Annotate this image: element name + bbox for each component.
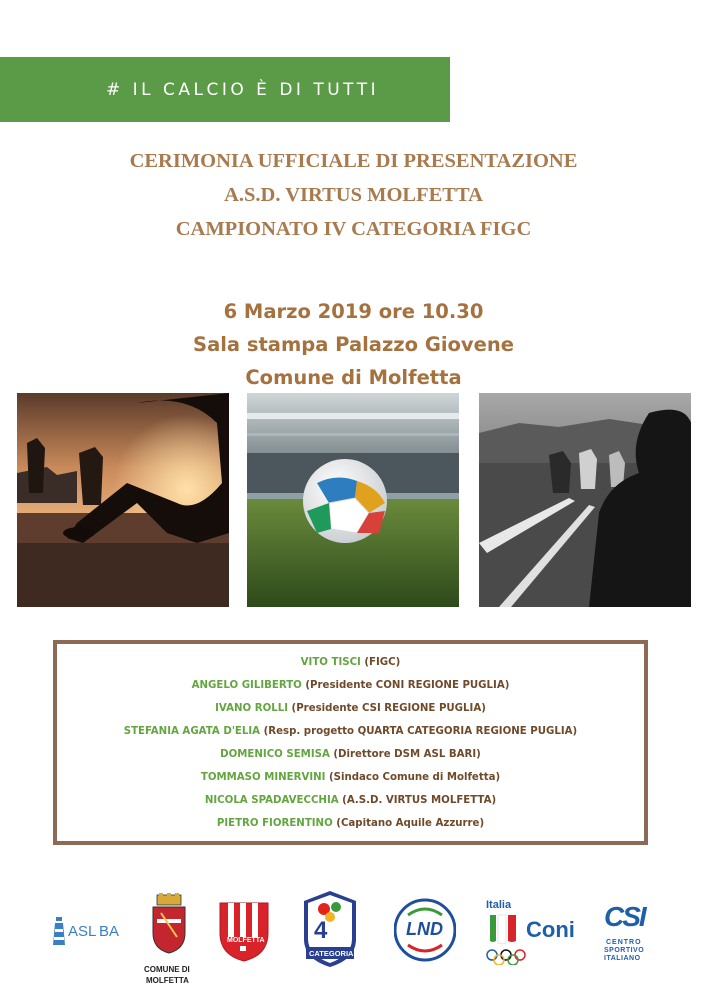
event-venue: Sala stampa Palazzo Giovene (193, 333, 514, 356)
speaker-role: (Presidente CONI REGIONE PUGLIA) (301, 679, 510, 691)
lnd-text: LND (406, 919, 443, 939)
speaker-line (215, 697, 486, 720)
coni-text: Coni (526, 917, 575, 942)
sponsor-logos (0, 885, 707, 995)
asl-text: ASL (68, 923, 97, 940)
speaker-name: IVANO ROLLI (215, 702, 289, 714)
event-datetime: 6 Marzo 2019 ore 10.30 (223, 300, 484, 323)
logo-virtus-molfetta (218, 899, 270, 963)
speaker-role: (A.S.D. VIRTUS MOLFETTA) (338, 794, 497, 806)
logo-lnd (394, 897, 456, 963)
csi-text: CSI (604, 901, 645, 932)
comune-line2: MOLFETTA (146, 976, 189, 985)
title-line-3: CAMPIONATO IV CATEGORIA FIGC (175, 218, 532, 240)
speaker-name: ANGELO GILIBERTO (191, 679, 302, 691)
speaker-name: NICOLA SPADAVECCHIA (204, 794, 339, 806)
ceremony-title (0, 144, 707, 246)
logo-csi (602, 901, 658, 975)
speaker-name: VITO TISCI (300, 656, 361, 668)
speakers-box (53, 640, 648, 845)
lighthouse-icon (52, 915, 66, 947)
speaker-role: (Sindaco Comune di Molfetta) (325, 771, 501, 783)
csi-line2: SPORTIVO (604, 947, 645, 954)
speaker-role: (FIGC) (360, 656, 401, 668)
speaker-name: STEFANIA AGATA D'ELIA (123, 725, 261, 737)
logo-coni (486, 899, 582, 969)
csi-line1: CENTRO (606, 939, 642, 946)
speaker-name: TOMMASO MINERVINI (200, 771, 326, 783)
event-place: Comune di Molfetta (245, 366, 462, 389)
categoria-label: CATEGORIA (309, 949, 354, 958)
speaker-line (124, 720, 577, 743)
olympic-rings-icon (486, 949, 526, 965)
photo-ball-stadium (247, 393, 459, 607)
hashtag-text: # IL CALCIO È DI TUTTI (106, 79, 380, 100)
coni-flag-icon (486, 913, 520, 947)
ba-text: BA (99, 923, 120, 940)
csi-line3: ITALIANO (604, 955, 641, 962)
categoria-number: 4 (314, 917, 328, 944)
logo-quarta-categoria (300, 889, 360, 969)
coat-of-arms-icon (149, 893, 189, 955)
speaker-role: (Resp. progetto QUARTA CATEGORIA REGIONE PUGLIA) (260, 725, 578, 737)
logo-comune-molfetta (140, 893, 198, 993)
speaker-name: PIETRO FIORENTINO (216, 817, 333, 829)
coni-italia-text: Italia (486, 899, 512, 911)
virtus-text: MOLFETTA (227, 937, 265, 944)
speaker-line (217, 812, 484, 835)
speaker-line (301, 651, 401, 674)
photo-players-sunset (17, 393, 229, 607)
title-line-1: CERIMONIA UFFICIALE DI PRESENTAZIONE (129, 150, 578, 172)
event-details (0, 295, 707, 394)
speaker-line (205, 789, 496, 812)
title-line-2: A.S.D. VIRTUS MOLFETTA (224, 184, 483, 206)
logo-asl-ba (52, 913, 118, 949)
speaker-role: (Capitano Aquile Azzurre) (332, 817, 485, 829)
photo-pitch-bw (479, 393, 691, 607)
hashtag-banner (0, 57, 450, 122)
speaker-name: DOMENICO SEMISA (220, 748, 330, 760)
speaker-role: (Presidente CSI REGIONE PUGLIA) (288, 702, 486, 714)
speaker-line (201, 766, 500, 789)
comune-line1: COMUNE DI (144, 965, 190, 974)
speaker-line (220, 743, 481, 766)
virtus-shield-icon (218, 899, 270, 963)
speaker-line (192, 674, 510, 697)
speaker-role: (Direttore DSM ASL BARI) (329, 748, 481, 760)
